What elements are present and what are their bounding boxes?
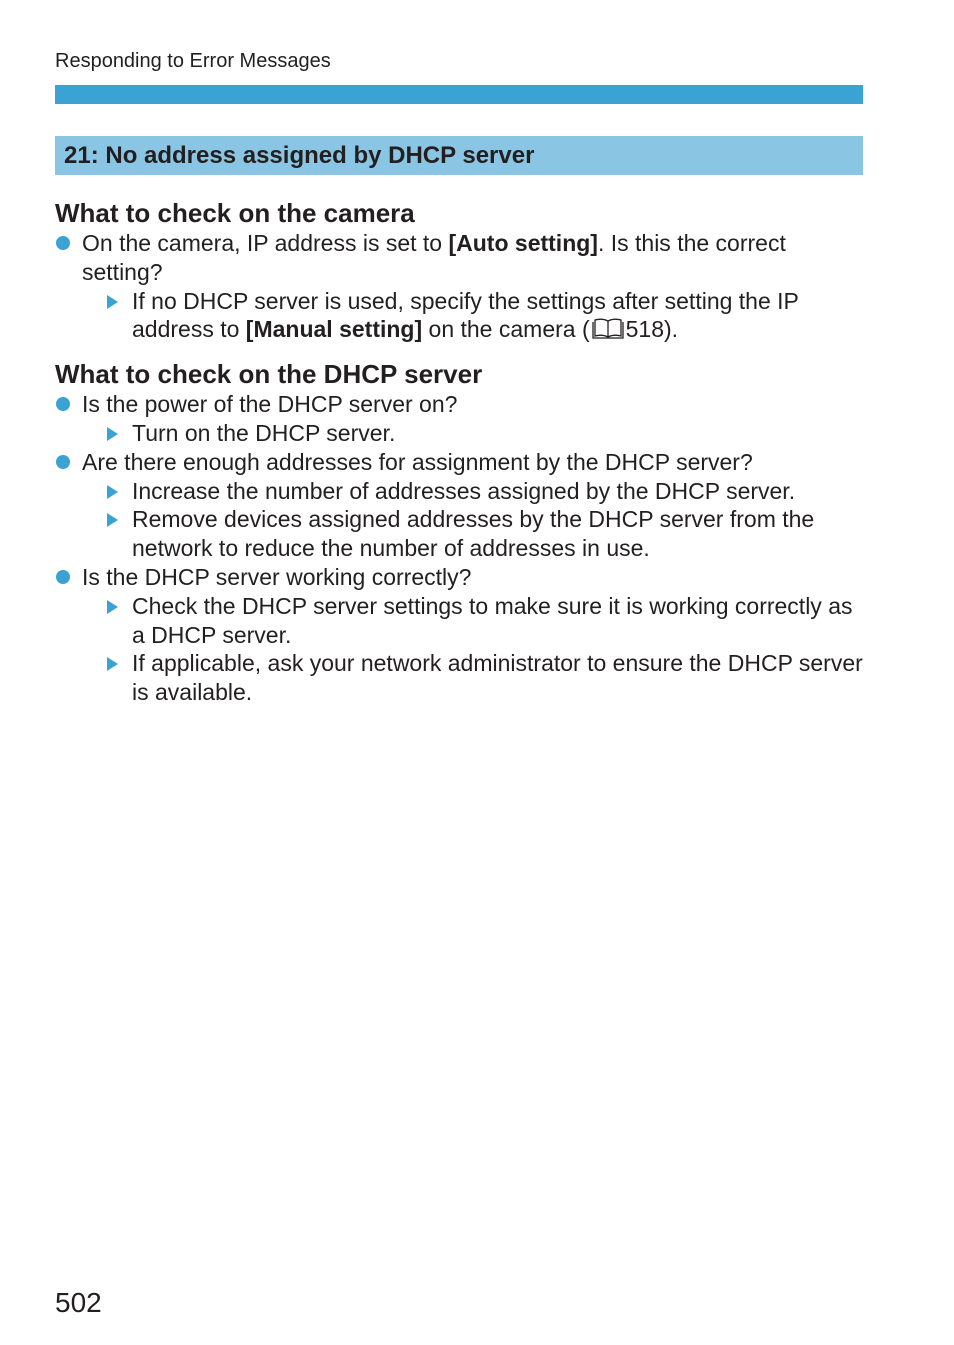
section-title: 21: No address assigned by DHCP server [64,142,535,169]
book-icon [591,318,625,347]
triangle-arrow-icon [107,485,118,499]
list-item-text: Turn on the DHCP server. [132,419,396,446]
triangle-arrow-icon [107,657,118,671]
camera-sub-text-mid: on the camera ( [422,316,590,343]
camera-check-heading: What to check on the camera [55,198,415,228]
circle-bullet-icon [56,397,70,411]
auto-setting-label: [Auto setting] [448,230,598,256]
camera-bullet-text-pre: On the camera, IP address is set to [82,230,449,256]
manual-setting-label: [Manual setting] [245,316,423,343]
list-item [55,390,863,419]
page-number: 502 [55,1287,102,1318]
list-item [55,592,863,650]
camera-sub-text-post: ). [663,316,679,343]
triangle-arrow-icon [107,427,118,441]
list-item-text: Remove devices assigned addresses by the DHCP server from the network to reduce the number of addresses in use. [132,506,815,562]
section-banner [55,136,863,175]
running-header: Responding to Error Messages [55,50,331,72]
content [55,197,863,707]
list-item-text: Check the DHCP server settings to make sure it is working correctly as a DHCP server. [132,592,853,648]
list-item [55,448,863,477]
list-item [55,477,863,506]
camera-sub-text-pre: If no DHCP server is used, specify the settings after setting the IP address to [132,287,799,343]
triangle-arrow-icon [107,295,118,309]
list-item-text: Are there enough addresses for assignment by the DHCP server? [82,448,753,475]
list-item [55,563,863,592]
circle-bullet-icon [56,236,70,250]
list-item [55,419,863,448]
triangle-arrow-icon [107,600,118,614]
header-bar [55,85,863,104]
list-item-text: If applicable, ask your network administrator to ensure the DHCP server is available. [132,650,863,706]
triangle-arrow-icon [107,513,118,527]
list-item-text: Increase the number of addresses assigned by the DHCP server. [132,477,796,504]
circle-bullet-icon [56,570,70,584]
list-item [55,649,863,707]
page-reference: 518 [625,316,664,343]
list-item [55,287,863,348]
server-check-heading: What to check on the DHCP server [55,359,483,390]
circle-bullet-icon [56,455,70,469]
list-item-text: Is the power of the DHCP server on? [82,391,458,418]
list-item [55,505,863,563]
list-item [55,229,863,287]
list-item-text: Is the DHCP server working correctly? [82,563,472,590]
camera-bullet-text-post: . Is this the correct setting? [82,230,786,285]
